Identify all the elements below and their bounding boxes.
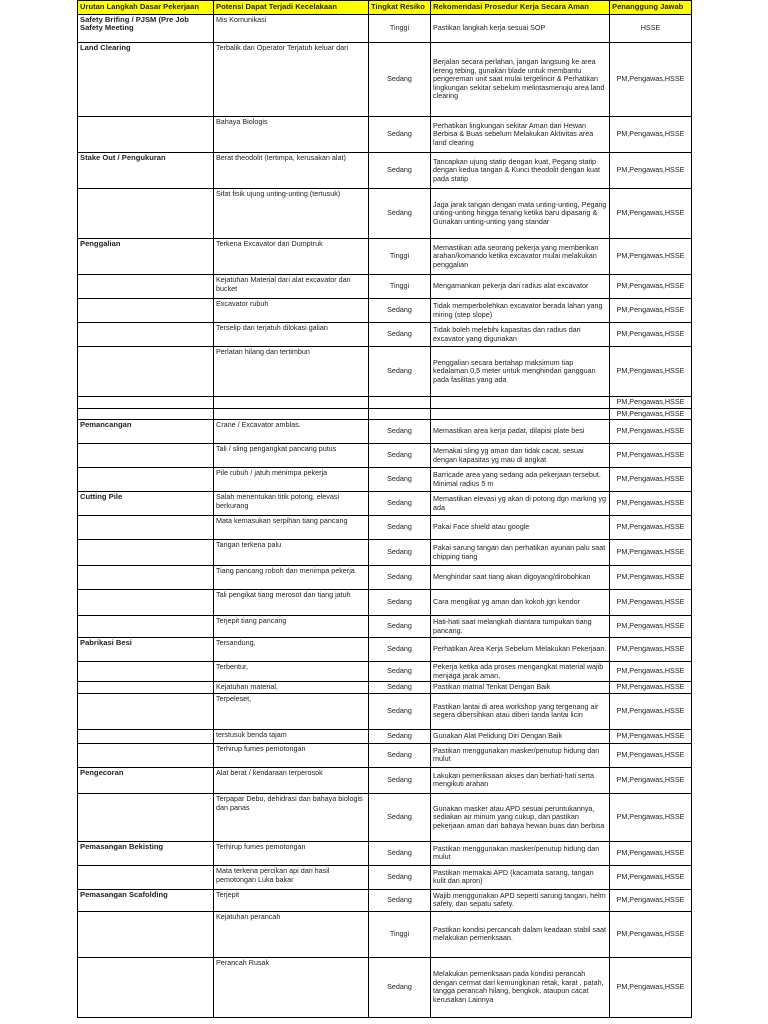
recommendation-cell [431, 397, 610, 409]
table-row [78, 275, 692, 299]
responsible-cell: PM,Pengawas,HSSE [610, 444, 692, 468]
risk-level-cell: Sedang [369, 117, 431, 153]
responsible-cell: PM,Pengawas,HSSE [610, 516, 692, 540]
responsible-cell: PM,Pengawas,HSSE [610, 239, 692, 275]
recommendation-cell: Pakai sarung tangan dan perhatikan ayunan palu saat chipping tiang [431, 540, 610, 566]
table-row [78, 347, 692, 397]
recommendation-cell: Pakai Face shield atau google [431, 516, 610, 540]
step-cell: Pabrikasi Besi [78, 638, 214, 662]
recommendation-cell: Tidak boleh melebihi kapasitas dan radius dari excavator yang digunakan [431, 323, 610, 347]
hazard-cell: Perlatan hilang dan tertimbun [214, 347, 369, 397]
step-cell [78, 662, 214, 682]
step-cell [78, 189, 214, 239]
header-risk-level: Tingkat Resiko [369, 1, 431, 15]
header-recommendation: Rekomendasi Prosedur Kerja Secara Aman [431, 1, 610, 15]
recommendation-cell: Pastikan matrial Terikat Dengan Baik [431, 682, 610, 694]
recommendation-cell: Pastikan kondisi percancah dalam keadaan stabil saat melakukan pemeriksaan. [431, 911, 610, 957]
table-row [78, 468, 692, 492]
step-cell [78, 793, 214, 841]
hazard-cell: Kejatuhan Material dari alat excavator dan bucket [214, 275, 369, 299]
risk-level-cell: Sedang [369, 323, 431, 347]
table-row [78, 323, 692, 347]
header-step: Urutan Langkah Dasar Pekerjaan [78, 1, 214, 15]
recommendation-cell: Hati-hati saat melangkah diantara tumpukan tiang pancang. [431, 616, 610, 638]
table-row [78, 540, 692, 566]
step-cell [78, 957, 214, 1017]
risk-level-cell: Sedang [369, 492, 431, 516]
hazard-cell: Terpapar Debu, dehidrasi dan bahaya biologis dan panas [214, 793, 369, 841]
step-cell [78, 682, 214, 694]
risk-level-cell: Sedang [369, 43, 431, 117]
risk-level-cell: Sedang [369, 566, 431, 590]
recommendation-cell: Menghindar saat tiang akan digoyang/dirobohkan [431, 566, 610, 590]
step-cell [78, 299, 214, 323]
responsible-cell: PM,Pengawas,HSSE [610, 865, 692, 889]
responsible-cell: HSSE [610, 15, 692, 43]
table-row [78, 189, 692, 239]
table-row [78, 397, 692, 409]
recommendation-cell: Pastikan lantai di area workshop yang tergenang air segera dibersihkan atau diberi tanda lantai licin [431, 693, 610, 729]
hazard-cell: Tangan terkena palu [214, 540, 369, 566]
step-cell: Land Clearing [78, 43, 214, 117]
responsible-cell: PM,Pengawas,HSSE [610, 189, 692, 239]
table-row [78, 743, 692, 767]
table-row [78, 408, 692, 420]
responsible-cell: PM,Pengawas,HSSE [610, 408, 692, 420]
responsible-cell: PM,Pengawas,HSSE [610, 616, 692, 638]
recommendation-cell [431, 408, 610, 420]
table-row [78, 693, 692, 729]
risk-level-cell: Sedang [369, 793, 431, 841]
table-row [78, 841, 692, 865]
risk-level-cell: Sedang [369, 957, 431, 1017]
risk-level-cell: Tinggi [369, 275, 431, 299]
hazard-cell: Terselip dan terjatuh dilokasi galian [214, 323, 369, 347]
table-row [78, 616, 692, 638]
responsible-cell: PM,Pengawas,HSSE [610, 682, 692, 694]
responsible-cell: PM,Pengawas,HSSE [610, 397, 692, 409]
header-hazard: Potensi Dapat Terjadi Kecelakaan [214, 1, 369, 15]
step-cell: Penggalian [78, 239, 214, 275]
table-row [78, 590, 692, 616]
risk-level-cell: Sedang [369, 729, 431, 743]
risk-level-cell [369, 408, 431, 420]
risk-level-cell: Sedang [369, 693, 431, 729]
recommendation-cell: Tidak memperbolehkan excavator berada lahan yang miring (step slope) [431, 299, 610, 323]
responsible-cell: PM,Pengawas,HSSE [610, 911, 692, 957]
risk-level-cell: Sedang [369, 841, 431, 865]
responsible-cell: PM,Pengawas,HSSE [610, 153, 692, 189]
risk-level-cell: Sedang [369, 189, 431, 239]
recommendation-cell: Pastikan menggunakan masker/penutup hidung dan mulut [431, 743, 610, 767]
responsible-cell: PM,Pengawas,HSSE [610, 420, 692, 444]
step-cell [78, 275, 214, 299]
risk-level-cell: Sedang [369, 662, 431, 682]
step-cell [78, 397, 214, 409]
recommendation-cell: Melakukan pemeriksaan pada kondisi perancah dengan cermat dari kemungkinan retak, karat , patah, tangga perancah hilang, bengkok, ataupun cacat kerusakan Lainnya [431, 957, 610, 1017]
step-cell: Pengecoran [78, 767, 214, 793]
responsible-cell: PM,Pengawas,HSSE [610, 957, 692, 1017]
hazard-cell: Terhirup fumes pemotongan [214, 841, 369, 865]
table-row [78, 889, 692, 911]
hazard-cell: Tiang pancang roboh dan menimpa pekerja [214, 566, 369, 590]
table-row [78, 957, 692, 1017]
hazard-cell: Alat berat / kendaraan terperosok [214, 767, 369, 793]
hazard-cell: Terpeleset, [214, 693, 369, 729]
step-cell [78, 347, 214, 397]
risk-level-cell: Sedang [369, 590, 431, 616]
risk-level-cell: Sedang [369, 743, 431, 767]
recommendation-cell: Jaga jarak tangan dengan mata unting-unting, Pegang unting-unting hingga tenang ketika baru dipasang & Gunakan unting-unting yang standar [431, 189, 610, 239]
recommendation-cell: Wajib menggunakan APD seperti sarung tangan, helm safety, dan sepatu safety. [431, 889, 610, 911]
table-row [78, 729, 692, 743]
hazard-cell: Perancah Rusak [214, 957, 369, 1017]
responsible-cell: PM,Pengawas,HSSE [610, 275, 692, 299]
responsible-cell: PM,Pengawas,HSSE [610, 767, 692, 793]
responsible-cell: PM,Pengawas,HSSE [610, 729, 692, 743]
table-row [78, 865, 692, 889]
hazard-cell: Tali pengikat tiang merosot dan tiang jatuh [214, 590, 369, 616]
table-row [78, 682, 692, 694]
table-row [78, 15, 692, 43]
risk-level-cell: Sedang [369, 682, 431, 694]
recommendation-cell: Gunakan Alat Pelidung Diri Dengan Baik [431, 729, 610, 743]
recommendation-cell: Pastikan menggunakan masker/penutup hidung dan mulut [431, 841, 610, 865]
hazard-cell: terstusuk benda tajam [214, 729, 369, 743]
responsible-cell: PM,Pengawas,HSSE [610, 662, 692, 682]
recommendation-cell: Cara mengikat yg aman dan kokoh jgn kendor [431, 590, 610, 616]
hazard-cell [214, 397, 369, 409]
responsible-cell: PM,Pengawas,HSSE [610, 492, 692, 516]
recommendation-cell: Berjalan secara perlahan, jangan langsung ke area lereng tebing, gunakan blade untuk membantu pengereman unit saat mulai tergelincir & Perhatikan lingkungan sekitar sebelum melintasmenuju area land clearing [431, 43, 610, 117]
risk-level-cell: Sedang [369, 865, 431, 889]
risk-assessment-sheet [77, 0, 692, 1018]
risk-level-cell: Sedang [369, 347, 431, 397]
hazard-cell: Pile rubuh / jatuh menimpa pekerja [214, 468, 369, 492]
step-cell: Safety Brifing / PJSM (Pre Job Safety Meeting [78, 15, 214, 43]
risk-level-cell: Sedang [369, 767, 431, 793]
table-row [78, 43, 692, 117]
recommendation-cell: Pastikan langkah kerja sesuai SOP [431, 15, 610, 43]
responsible-cell: PM,Pengawas,HSSE [610, 540, 692, 566]
header-responsible: Penanggung Jawab [610, 1, 692, 15]
table-row [78, 153, 692, 189]
table-row [78, 566, 692, 590]
table-row [78, 239, 692, 275]
step-cell: Pemasangan Bekisting [78, 841, 214, 865]
hazard-cell: Mata terkena percikan api dari hasil pemotongan Luka bakar [214, 865, 369, 889]
hazard-cell: Bahaya Biologis [214, 117, 369, 153]
responsible-cell: PM,Pengawas,HSSE [610, 117, 692, 153]
hazard-cell: Terbalik dan Operator Terjatuh keluar dari [214, 43, 369, 117]
recommendation-cell: Tancapkan ujung statip dengan kuat, Pegang statip dengan kedua tangan & Kunci theodolit dengan kuat pada statip [431, 153, 610, 189]
step-cell [78, 693, 214, 729]
step-cell [78, 323, 214, 347]
step-cell: Pemasangan Scafolding [78, 889, 214, 911]
risk-level-cell [369, 397, 431, 409]
step-cell [78, 865, 214, 889]
step-cell [78, 444, 214, 468]
hazard-cell: Mis Komunikasi [214, 15, 369, 43]
risk-level-cell: Sedang [369, 299, 431, 323]
step-cell [78, 117, 214, 153]
hazard-cell: Tali / sling pengangkat pancang putus [214, 444, 369, 468]
recommendation-cell: Barricade area yang sedang ada pekerjaan tersebut. Minimal radius 5 m [431, 468, 610, 492]
responsible-cell: PM,Pengawas,HSSE [610, 693, 692, 729]
responsible-cell: PM,Pengawas,HSSE [610, 566, 692, 590]
responsible-cell: PM,Pengawas,HSSE [610, 323, 692, 347]
table-row [78, 516, 692, 540]
risk-level-cell: Sedang [369, 468, 431, 492]
hazard-cell: Terjepit [214, 889, 369, 911]
hazard-cell: Excavator rubuh [214, 299, 369, 323]
table-row [78, 444, 692, 468]
responsible-cell: PM,Pengawas,HSSE [610, 299, 692, 323]
hazard-cell: Sifat fisik ujung unting-unting (tertusuk) [214, 189, 369, 239]
recommendation-cell: Memakai sling yg aman dan tidak cacat, sesuai dengan kapasitas yg mau di angkat [431, 444, 610, 468]
responsible-cell: PM,Pengawas,HSSE [610, 793, 692, 841]
responsible-cell: PM,Pengawas,HSSE [610, 347, 692, 397]
hazard-cell: Berat theodolit (tertimpa, kerusakan alat) [214, 153, 369, 189]
step-cell: Stake Out / Pengukuran [78, 153, 214, 189]
responsible-cell: PM,Pengawas,HSSE [610, 743, 692, 767]
risk-level-cell: Sedang [369, 540, 431, 566]
table-row [78, 117, 692, 153]
hazard-cell: Terhirup fumes pemotongan [214, 743, 369, 767]
risk-level-cell: Sedang [369, 638, 431, 662]
recommendation-cell: Perhatikan Area Kerja Sebelum Melakukan Pekerjaan. [431, 638, 610, 662]
hazard-cell: Kejatuhan material, [214, 682, 369, 694]
table-row [78, 492, 692, 516]
hazard-cell: Mata kemasukan serpihan tiang pancang [214, 516, 369, 540]
recommendation-cell: Memastikan area kerja padat, dilapisi plate besi [431, 420, 610, 444]
step-cell [78, 566, 214, 590]
table-row [78, 420, 692, 444]
responsible-cell: PM,Pengawas,HSSE [610, 43, 692, 117]
table-row [78, 638, 692, 662]
hazard-cell: Kejatuhan perancah [214, 911, 369, 957]
hazard-cell: Tersandung, [214, 638, 369, 662]
hazard-cell: Terjepit tiang pancang [214, 616, 369, 638]
risk-level-cell: Tinggi [369, 239, 431, 275]
risk-level-cell: Sedang [369, 889, 431, 911]
risk-level-cell: Sedang [369, 444, 431, 468]
recommendation-cell: Pastikan memakai APD (kacamata sarang, tangan kulit dan apron) [431, 865, 610, 889]
hazard-cell: Terbentur, [214, 662, 369, 682]
step-cell [78, 743, 214, 767]
responsible-cell: PM,Pengawas,HSSE [610, 841, 692, 865]
recommendation-cell: Mengamankan pekerja dari radius alat excavator [431, 275, 610, 299]
recommendation-cell: Lakukan pemeriksaan akses dan berhati-hati serta mengikuti arahan [431, 767, 610, 793]
step-cell [78, 516, 214, 540]
hazard-cell: Crane / Excavator amblas. [214, 420, 369, 444]
step-cell [78, 729, 214, 743]
table-row [78, 911, 692, 957]
risk-level-cell: Sedang [369, 616, 431, 638]
step-cell [78, 468, 214, 492]
responsible-cell: PM,Pengawas,HSSE [610, 590, 692, 616]
table-row [78, 793, 692, 841]
hazard-cell [214, 408, 369, 420]
step-cell [78, 590, 214, 616]
responsible-cell: PM,Pengawas,HSSE [610, 638, 692, 662]
step-cell [78, 911, 214, 957]
risk-level-cell: Sedang [369, 420, 431, 444]
recommendation-cell: Gunakan masker atau APD sesuai peruntukannya, sediakan air minum yang cukup, dan pastikan pekerjaan aman dari bahaya hewan buas dan berbisa [431, 793, 610, 841]
step-cell: Cutting Pile [78, 492, 214, 516]
risk-level-cell: Tinggi [369, 911, 431, 957]
table-row [78, 767, 692, 793]
recommendation-cell: Penggalian secara bertahap maksimum tiap kedalaman 0,5 meter untuk menghindari gangguan pada fasilitas yang ada [431, 347, 610, 397]
recommendation-cell: Perhatikan lingkungan sekitar Aman dari Hewan Berbisa & Buas sebelum Melakukan Aktivitas area land clearing [431, 117, 610, 153]
recommendation-cell: Pekerja ketika ada proses mengangkat material wajib menjaga jarak aman, [431, 662, 610, 682]
table-row [78, 299, 692, 323]
recommendation-cell: Memastikan ada seorang pekerja yang memberikan arahan/komando ketika excavator mulai melakukan penggalian [431, 239, 610, 275]
step-cell: Pemancangan [78, 420, 214, 444]
responsible-cell: PM,Pengawas,HSSE [610, 889, 692, 911]
risk-level-cell: Sedang [369, 516, 431, 540]
jsa-table [77, 0, 692, 1018]
hazard-cell: Terkena Excavator dan Dumptruk [214, 239, 369, 275]
risk-level-cell: Tinggi [369, 15, 431, 43]
recommendation-cell: Memastikan elevasi yg akan di potong dgn marking yg ada [431, 492, 610, 516]
hazard-cell: Salah menentukan titik potong, elevasi berkurang [214, 492, 369, 516]
responsible-cell: PM,Pengawas,HSSE [610, 468, 692, 492]
risk-level-cell: Sedang [369, 153, 431, 189]
table-row [78, 662, 692, 682]
header-row [78, 1, 692, 15]
step-cell [78, 408, 214, 420]
step-cell [78, 616, 214, 638]
step-cell [78, 540, 214, 566]
